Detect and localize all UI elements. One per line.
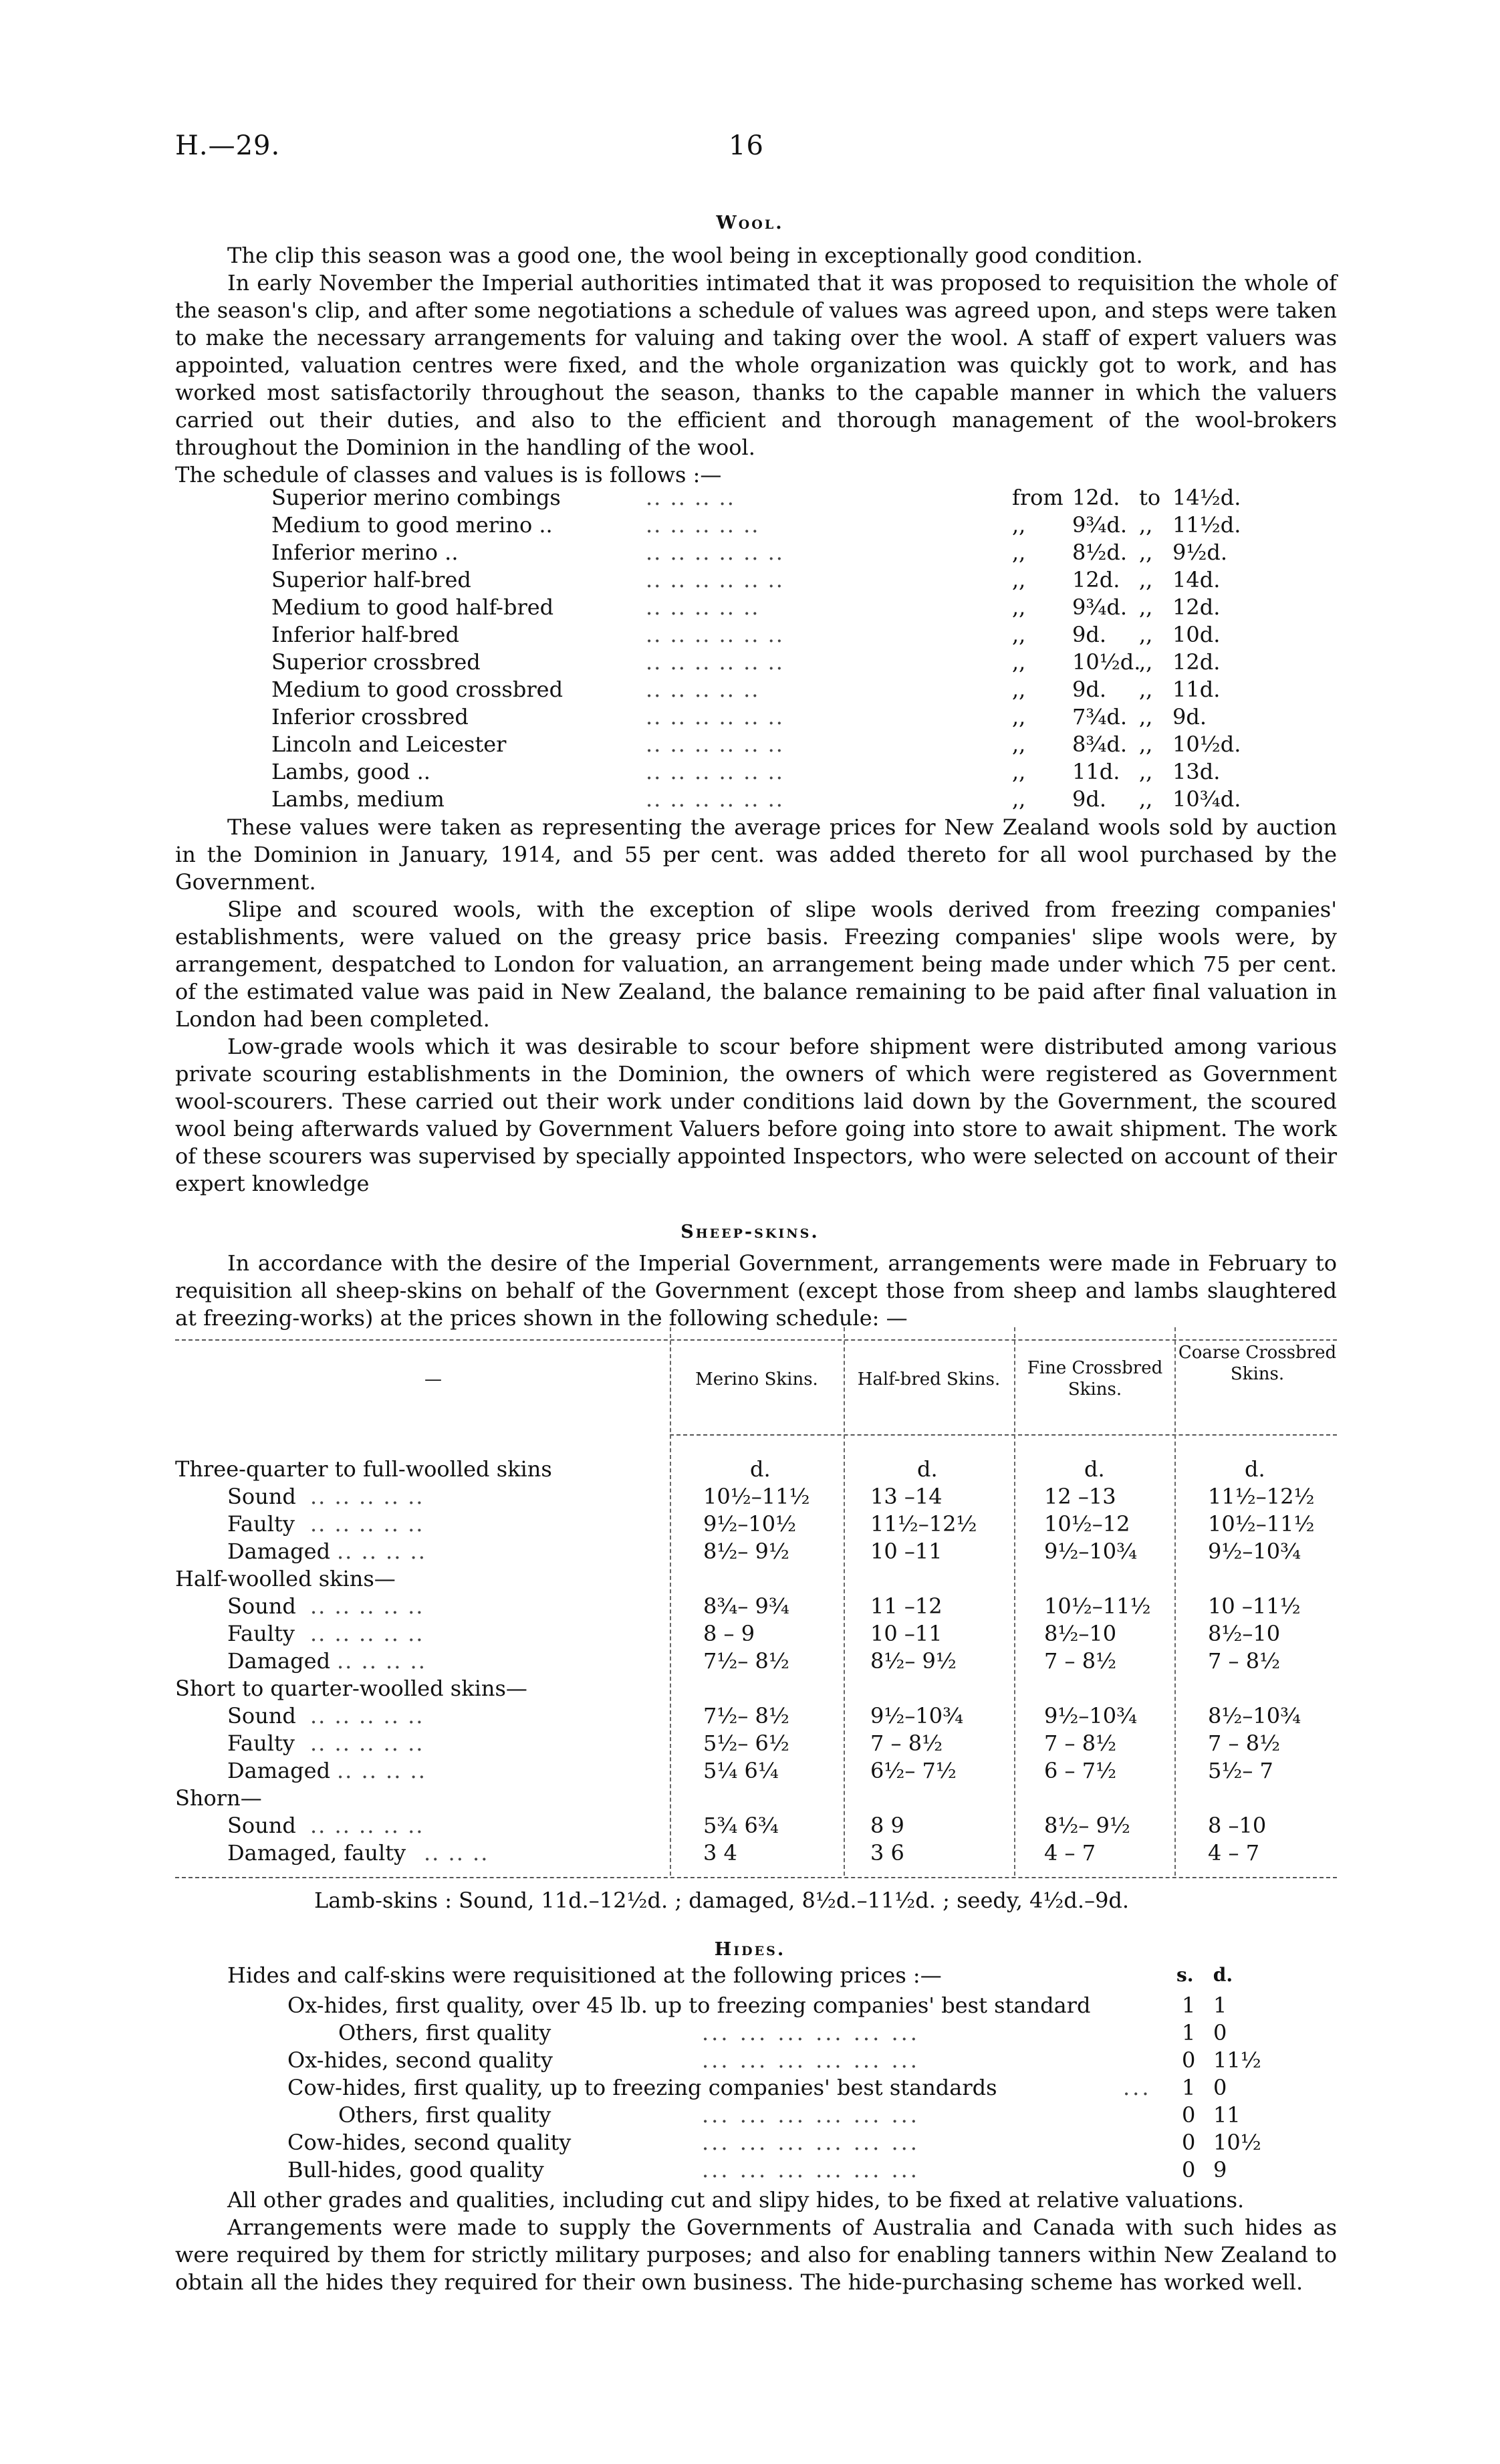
cell-merino: 5½– 6½	[703, 1730, 789, 1756]
from-word: ,,	[1012, 622, 1026, 647]
hide-class: Ox-hides, second quality	[287, 2047, 553, 2073]
column-header-corner: —	[424, 1369, 442, 1389]
hides-intro: Hides and calf-skins were requisitioned at the following prices :—	[227, 1963, 942, 1988]
hide-class: Cow-hides, first quality, up to freezing companies' best standards	[287, 2075, 997, 2100]
wool-class: Superior merino combings	[271, 485, 561, 510]
leader-dots: .. .. .. .. ..	[646, 677, 760, 702]
low-value: 9d.	[1072, 622, 1107, 647]
table-row	[175, 1813, 1337, 1840]
table-row	[175, 1648, 1337, 1676]
high-value: 13d.	[1172, 759, 1221, 784]
cell-fine-crossbred: 10½–11½	[1044, 1593, 1151, 1619]
hides-row	[0, 2102, 1500, 2130]
wool-paragraph: These values were taken as representing the average prices for New Zealand wools sold by auction in the Dominion in January, 1914, and 55 per cent. was added thereto for all wool purchased by the Government.	[175, 814, 1337, 895]
low-value: 7¾d.	[1072, 704, 1128, 730]
hide-class: Others, first quality	[338, 2020, 551, 2045]
wool-schedule-row	[271, 786, 1261, 814]
high-value: 14d.	[1172, 567, 1221, 592]
cell-fine-crossbred: 7 – 8½	[1044, 1730, 1117, 1756]
cell-halfbred: 10 –11	[870, 1621, 943, 1646]
shillings-value: 0	[1182, 2157, 1196, 2182]
shillings-value: 1	[1182, 2075, 1196, 2100]
cell-coarse-crossbred: 4 – 7	[1208, 1840, 1260, 1866]
to-word: ,,	[1139, 704, 1153, 730]
pence-value: 9	[1213, 2157, 1227, 2182]
wool-class: Superior crossbred	[271, 649, 481, 675]
hides-row	[0, 1993, 1500, 2020]
high-value: 10½d.	[1172, 732, 1241, 757]
from-word: ,,	[1012, 540, 1026, 565]
hides-row	[0, 2130, 1500, 2157]
row-label: Faulty	[227, 1511, 295, 1537]
cell-merino: 8½– 9½	[703, 1539, 789, 1564]
sheepskins-paragraph-block	[175, 1250, 1337, 1332]
table-group-row	[175, 1676, 1337, 1703]
cell-halfbred: 11½–12½	[870, 1511, 977, 1537]
table-group-row	[175, 1785, 1337, 1813]
sheepskins-paragraph: In accordance with the desire of the Imperial Government, arrangements were made in February to requisition all sheep-skins on behalf of the Government (except those from sheep and lambs slaughtered at freezing-works) at the prices shown in the following schedule: —	[175, 1250, 1337, 1331]
leader-dots: ... ... ... ... ... ...	[702, 2157, 920, 2182]
leader-dots: .. .. .. .. .. ..	[646, 567, 784, 592]
leader-dots: ... ... ... ... ... ...	[702, 2047, 920, 2073]
cell-fine-crossbred: 4 – 7	[1044, 1840, 1096, 1866]
sheepskins-table	[175, 1327, 1337, 1866]
wool-schedule-row	[271, 567, 1261, 594]
wool-paragraph: In early November the Imperial authorities intimated that it was proposed to requisition the whole of the season's clip, and after some negotiations a schedule of values was agreed upon, and steps were taken to make the necessary arrangements for valuing and taking over the wool. A staff of expert valuers was appointed, valuation centres were fixed, and the whole organization was quickly got to work, and has worked most satisfactorily throughout the season, thanks to the capable manner in which the valuers carried out their duties, and also to the efficient and thorough management of the wool-brokers throughout the Dominion in the handling of the wool.	[175, 270, 1337, 460]
sheepskins-heading: Sheep-skins.	[680, 1222, 820, 1242]
leader-dots: .. .. .. .. ..	[310, 1593, 424, 1619]
pence-value: 0	[1213, 2075, 1227, 2100]
hides-paragraph: Arrangements were made to supply the Governments of Australia and Canada with such hides as were required by them for strictly military purposes; and also for enabling tanners within New Zealand to obtain all the hides they required for their own business. The hide-purchasing scheme has worked well.	[175, 2215, 1337, 2295]
table-row	[175, 1840, 1337, 1868]
leader-dots: .. .. .. .. .. ..	[646, 786, 784, 812]
cell-halfbred: 8½– 9½	[870, 1648, 957, 1674]
from-word: ,,	[1012, 759, 1026, 784]
low-value: 8¾d.	[1072, 732, 1128, 757]
hide-class: Others, first quality	[338, 2102, 551, 2128]
from-word: ,,	[1012, 512, 1026, 538]
unit-cell: d.	[917, 1456, 938, 1482]
cell-halfbred: 8 9	[870, 1813, 904, 1838]
cell-coarse-crossbred: 7 – 8½	[1208, 1730, 1281, 1756]
pence-value: 0	[1213, 2020, 1227, 2045]
row-label: Sound	[227, 1813, 296, 1838]
shillings-value: 1	[1182, 1993, 1196, 2018]
group-label: Three-quarter to full-woolled skins	[175, 1456, 552, 1482]
to-word: ,,	[1139, 512, 1153, 538]
shillings-value: 0	[1182, 2130, 1196, 2155]
leader-dots: .. .. .. .. ..	[646, 594, 760, 620]
low-value: 10½d.	[1072, 649, 1141, 675]
wool-schedule-row	[271, 485, 1261, 512]
high-value: 12d.	[1172, 594, 1221, 620]
from-word: ,,	[1012, 677, 1026, 702]
row-label: Damaged, faulty	[227, 1840, 406, 1866]
cell-merino: 8¾– 9¾	[703, 1593, 789, 1619]
leader-dots: .. .. ..	[424, 1840, 489, 1866]
wool-schedule-row	[271, 732, 1261, 759]
cell-merino: 8 – 9	[703, 1621, 755, 1646]
hides-column-headers	[1176, 1964, 1233, 1986]
row-label: Sound	[227, 1593, 296, 1619]
wool-class: Inferior crossbred	[271, 704, 469, 730]
cell-coarse-crossbred: 5½– 7	[1208, 1758, 1273, 1783]
pence-value: 1	[1213, 1993, 1227, 2018]
pence-header: d.	[1213, 1964, 1233, 1986]
cell-merino: 5¾ 6¾	[703, 1813, 779, 1838]
from-word: from	[1012, 485, 1064, 510]
wool-intro-paragraphs	[175, 242, 1337, 489]
row-label: Damaged	[227, 1758, 331, 1783]
cell-fine-crossbred: 10½–12	[1044, 1511, 1130, 1537]
cell-fine-crossbred: 12 –13	[1044, 1484, 1116, 1509]
table-top-rule	[175, 1339, 1337, 1341]
hides-after-paragraphs	[175, 2187, 1337, 2296]
leader-dots: ... ... ... ... ... ...	[702, 2020, 920, 2045]
wool-class: Medium to good crossbred	[271, 677, 564, 702]
table-row	[175, 1621, 1337, 1648]
page-header-code: H.—29.	[175, 130, 281, 161]
high-value: 10¾d.	[1172, 786, 1241, 812]
pence-value: 11	[1213, 2102, 1241, 2128]
to-word: ,,	[1139, 622, 1153, 647]
leader-dots: .. .. .. ..	[337, 1758, 426, 1783]
group-label: Short to quarter-woolled skins—	[175, 1676, 527, 1701]
cell-coarse-crossbred: 9½–10¾	[1208, 1539, 1301, 1564]
to-word: ,,	[1139, 786, 1153, 812]
wool-heading: Wool.	[716, 213, 784, 233]
wool-schedule-row	[271, 540, 1261, 567]
group-label: Shorn—	[175, 1785, 262, 1811]
to-word: ,,	[1139, 649, 1153, 675]
row-label: Faulty	[227, 1621, 295, 1646]
from-word: ,,	[1012, 649, 1026, 675]
hides-heading: Hides.	[714, 1939, 786, 1960]
cell-coarse-crossbred: 8½–10	[1208, 1621, 1281, 1646]
table-row	[175, 1730, 1337, 1758]
high-value: 11d.	[1172, 677, 1221, 702]
wool-class: Lambs, medium	[271, 786, 445, 812]
wool-class: Inferior merino ..	[271, 540, 459, 565]
cell-halfbred: 13 –14	[870, 1484, 943, 1509]
leader-dots: .. .. .. .. .. ..	[646, 540, 784, 565]
shillings-value: 1	[1182, 2020, 1196, 2045]
cell-merino: 10½–11½	[703, 1484, 810, 1509]
wool-schedule-row	[271, 759, 1261, 786]
cell-fine-crossbred: 6 – 7½	[1044, 1758, 1117, 1783]
low-value: 11d.	[1072, 759, 1120, 784]
wool-class: Medium to good merino ..	[271, 512, 553, 538]
wool-class: Inferior half-bred	[271, 622, 459, 647]
high-value: 12d.	[1172, 649, 1221, 675]
lamb-skins-line: Lamb-skins : Sound, 11d.–12½d. ; damaged, 8½d.–11½d. ; seedy, 4½d.–9d.	[314, 1888, 1130, 1913]
leader-dots: .. .. .. ..	[337, 1648, 426, 1674]
leader-dots: .. .. .. .. .. ..	[646, 622, 784, 647]
leader-dots: .. .. .. .. ..	[310, 1703, 424, 1728]
wool-schedule-intro: The schedule of classes and values is is follows :—	[175, 462, 722, 487]
cell-coarse-crossbred: 7 – 8½	[1208, 1648, 1281, 1674]
to-word: ,,	[1139, 594, 1153, 620]
cell-halfbred: 11 –12	[870, 1593, 943, 1619]
leader-dots: ... ... ... ... ... ...	[702, 2102, 920, 2128]
column-header-merino: Merino Skins.	[695, 1369, 818, 1389]
cell-merino: 5¼ 6¼	[703, 1758, 779, 1783]
row-label: Faulty	[227, 1730, 295, 1756]
cell-merino: 9½–10½	[703, 1511, 797, 1537]
hide-class: Bull-hides, good quality	[287, 2157, 544, 2182]
leader-dots: .. .. .. .. .. ..	[646, 649, 784, 675]
leader-dots: ... ... ... ... ... ...	[702, 2130, 920, 2155]
to-word: ,,	[1139, 540, 1153, 565]
high-value: 11½d.	[1172, 512, 1241, 538]
leader-dots: .. .. .. .. ..	[646, 512, 760, 538]
high-value: 14½d.	[1172, 485, 1241, 510]
low-value: 8½d.	[1072, 540, 1128, 565]
table-row	[175, 1539, 1337, 1566]
wool-schedule	[271, 485, 1261, 814]
leader-dots: .. .. .. ..	[337, 1539, 426, 1564]
wool-paragraph: Slipe and scoured wools, with the exception of slipe wools derived from freezing companies' establishments, were valued on the greasy price basis. Freezing companies' slipe wools were, by arrangement, despatched to London for valuation, an arrangement being made under which 75 per cent. of the estimated value was paid in New Zealand, the balance remaining to be paid after final valuation in London had been completed.	[175, 897, 1337, 1032]
from-word: ,,	[1012, 786, 1026, 812]
wool-class: Lambs, good ..	[271, 759, 430, 784]
cell-merino: 7½– 8½	[703, 1648, 789, 1674]
unit-cell: d.	[750, 1456, 771, 1482]
wool-schedule-row	[271, 512, 1261, 540]
pence-value: 11½	[1213, 2047, 1261, 2073]
leader-dots: .. .. .. .. ..	[310, 1621, 424, 1646]
hide-class: Cow-hides, second quality	[287, 2130, 572, 2155]
table-row	[175, 1593, 1337, 1621]
wool-schedule-row	[271, 677, 1261, 704]
leader-dots: ...	[1123, 2075, 1152, 2100]
leader-dots: .. .. .. .. ..	[310, 1511, 424, 1537]
low-value: 9d.	[1072, 677, 1107, 702]
leader-dots: .. .. .. .. ..	[310, 1484, 424, 1509]
table-header-rule	[670, 1434, 1337, 1436]
hides-row	[0, 2157, 1500, 2185]
high-value: 9½d.	[1172, 540, 1228, 565]
column-header-halfbred: Half-bred Skins.	[857, 1369, 1001, 1389]
high-value: 10d.	[1172, 622, 1221, 647]
table-row	[175, 1511, 1337, 1539]
wool-schedule-row	[271, 704, 1261, 732]
from-word: ,,	[1012, 732, 1026, 757]
table-row	[175, 1703, 1337, 1730]
unit-cell: d.	[1084, 1456, 1105, 1482]
from-word: ,,	[1012, 567, 1026, 592]
leader-dots: .. .. .. ..	[646, 485, 735, 510]
column-header-fine-crossbred: Fine Crossbred Skins.	[1027, 1358, 1163, 1399]
hide-class: Ox-hides, first quality, over 45 lb. up to freezing companies' best standard	[287, 1993, 1091, 2018]
page-number: 16	[729, 130, 764, 161]
cell-coarse-crossbred: 10 –11½	[1208, 1593, 1301, 1619]
from-word: ,,	[1012, 594, 1026, 620]
leader-dots: .. .. .. .. ..	[310, 1730, 424, 1756]
unit-cell: d.	[1245, 1456, 1265, 1482]
cell-merino: 7½– 8½	[703, 1703, 789, 1728]
cell-fine-crossbred: 8½– 9½	[1044, 1813, 1130, 1838]
low-value: 9¾d.	[1072, 594, 1128, 620]
high-value: 9d.	[1172, 704, 1207, 730]
cell-halfbred: 10 –11	[870, 1539, 943, 1564]
column-header-coarse-crossbred: Coarse Crossbred Skins.	[1178, 1343, 1337, 1384]
group-label: Half-woolled skins—	[175, 1566, 396, 1591]
leader-dots: .. .. .. .. ..	[310, 1813, 424, 1838]
cell-coarse-crossbred: 8 –10	[1208, 1813, 1267, 1838]
leader-dots: .. .. .. .. .. ..	[646, 759, 784, 784]
cell-fine-crossbred: 9½–10¾	[1044, 1703, 1138, 1728]
wool-after-paragraphs	[175, 814, 1337, 1198]
wool-schedule-row	[271, 649, 1261, 677]
wool-schedule-row	[271, 622, 1261, 649]
cell-halfbred: 3 6	[870, 1840, 904, 1866]
cell-coarse-crossbred: 10½–11½	[1208, 1511, 1315, 1537]
hides-row	[0, 2020, 1500, 2047]
wool-schedule-row	[271, 594, 1261, 622]
pence-value: 10½	[1213, 2130, 1261, 2155]
to-word: ,,	[1139, 732, 1153, 757]
shillings-value: 0	[1182, 2047, 1196, 2073]
low-value: 12d.	[1072, 485, 1120, 510]
leader-dots: .. .. .. .. .. ..	[646, 732, 784, 757]
row-label: Damaged	[227, 1648, 331, 1674]
table-group-row	[175, 1566, 1337, 1593]
wool-class: Lincoln and Leicester	[271, 732, 507, 757]
shillings-header: s.	[1176, 1964, 1194, 1986]
hides-paragraph: All other grades and qualities, including cut and slipy hides, to be fixed at relative valuations.	[227, 2187, 1245, 2213]
table-row	[175, 1758, 1337, 1785]
row-label: Sound	[227, 1484, 296, 1509]
to-word: ,,	[1139, 677, 1153, 702]
cell-halfbred: 9½–10¾	[870, 1703, 964, 1728]
hides-row	[0, 2075, 1500, 2102]
cell-coarse-crossbred: 8½–10¾	[1208, 1703, 1301, 1728]
wool-class: Superior half-bred	[271, 567, 471, 592]
row-label: Damaged	[227, 1539, 331, 1564]
cell-fine-crossbred: 8½–10	[1044, 1621, 1117, 1646]
wool-class: Medium to good half-bred	[271, 594, 554, 620]
cell-fine-crossbred: 9½–10¾	[1044, 1539, 1138, 1564]
cell-halfbred: 6½– 7½	[870, 1758, 957, 1783]
cell-coarse-crossbred: 11½–12½	[1208, 1484, 1315, 1509]
low-value: 9¾d.	[1072, 512, 1128, 538]
table-unit-row	[175, 1456, 1337, 1484]
wool-paragraph: Low-grade wools which it was desirable to scour before shipment were distributed among various private scouring establishments in the Dominion, the owners of which were registered as Government wool-scourers. These carried out their work under conditions laid down by the Government, the scoured wool being afterwards valued by Government Valuers before going into store to await shipment. The work of these scourers was supervised by specially appointed Inspectors, who were selected on account of their expert knowledge	[175, 1034, 1337, 1196]
table-bottom-rule	[175, 1877, 1337, 1878]
table-row	[175, 1484, 1337, 1511]
row-label: Sound	[227, 1703, 296, 1728]
shillings-value: 0	[1182, 2102, 1196, 2128]
from-word: ,,	[1012, 704, 1026, 730]
cell-merino: 3 4	[703, 1840, 737, 1866]
cell-fine-crossbred: 7 – 8½	[1044, 1648, 1117, 1674]
wool-paragraph: The clip this season was a good one, the wool being in exceptionally good condition.	[227, 243, 1143, 268]
cell-halfbred: 7 – 8½	[870, 1730, 943, 1756]
low-value: 9d.	[1072, 786, 1107, 812]
to-word: ,,	[1139, 567, 1153, 592]
hides-row	[0, 2047, 1500, 2075]
to-word: to	[1139, 485, 1161, 510]
to-word: ,,	[1139, 759, 1153, 784]
low-value: 12d.	[1072, 567, 1120, 592]
leader-dots: .. .. .. .. .. ..	[646, 704, 784, 730]
